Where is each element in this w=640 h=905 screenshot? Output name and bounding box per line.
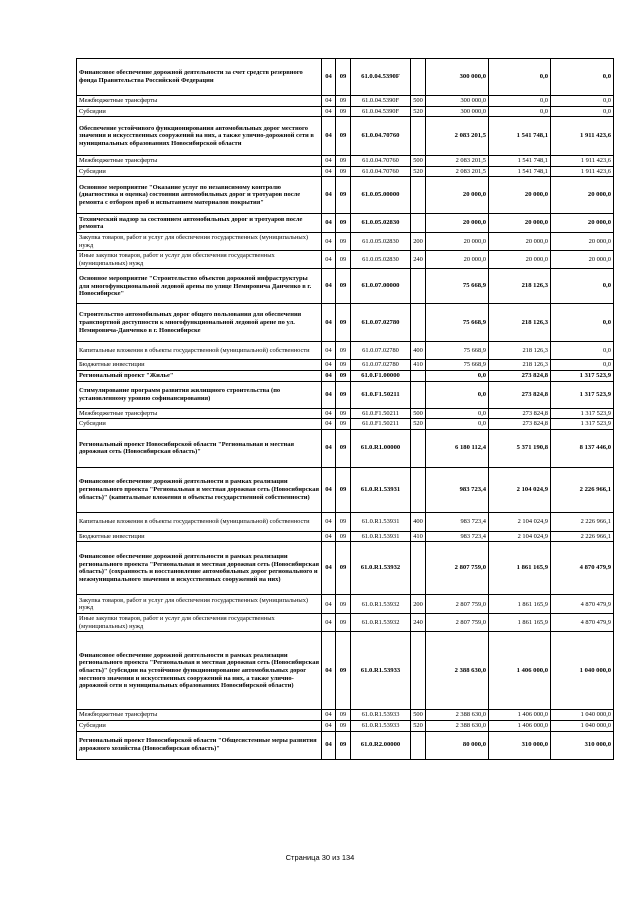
row-name-cell: Межбюджетные трансферты: [77, 408, 322, 419]
row-amount-year1-cell: 2 388 630,0: [426, 720, 489, 731]
row-name-cell: Финансовое обеспечение дорожной деятельности в рамках реализации регионального проекта "Региональная и местная дорожная сеть (Новосибирская область)" (сохранность и восстановление автомобильных дорог регионального и межмуниципального значения и искусственных сооружений на них): [77, 542, 322, 595]
row-subsection-cell: 09: [336, 166, 351, 177]
row-amount-year1-cell: 2 083 201,5: [426, 156, 489, 167]
row-amount-year1-cell: 75 668,9: [426, 304, 489, 342]
row-amount-year2-cell: 0,0: [489, 59, 551, 96]
row-target-article-cell: 61.0.R1.53933: [351, 710, 411, 721]
row-expense-type-cell: [411, 731, 426, 759]
table-row: [77, 117, 614, 156]
row-name-cell: Основное мероприятие "Оказание услуг по независимому контролю (диагностика и оценка) состояния автомобильных дорог и тротуаров после ремонта с отбором проб и испытанием материалов покрытия": [77, 177, 322, 214]
row-section-cell: 04: [322, 269, 336, 304]
table-row: [77, 381, 614, 408]
row-subsection-cell: 09: [336, 595, 351, 614]
table-row: [77, 710, 614, 721]
row-expense-type-cell: [411, 214, 426, 233]
row-amount-year3-cell: 4 870 479,9: [551, 542, 614, 595]
row-expense-type-cell: [411, 304, 426, 342]
row-name-cell: Строительство автомобильных дорог общего пользования для обеспечения транспортной доступности к многофункциональной ледовой арене по ул. Немировича-Данченко в г. Новосибирске: [77, 304, 322, 342]
row-subsection-cell: 09: [336, 512, 351, 531]
row-amount-year1-cell: 2 807 759,0: [426, 614, 489, 632]
row-amount-year2-cell: 218 126,3: [489, 342, 551, 360]
table-row: [77, 512, 614, 531]
row-expense-type-cell: [411, 370, 426, 381]
row-amount-year2-cell: 310 000,0: [489, 731, 551, 759]
row-amount-year1-cell: 20 000,0: [426, 177, 489, 214]
row-amount-year1-cell: 75 668,9: [426, 342, 489, 360]
row-target-article-cell: 61.0.05.02830: [351, 233, 411, 251]
row-section-cell: 04: [322, 214, 336, 233]
row-subsection-cell: 09: [336, 467, 351, 512]
row-expense-type-cell: 410: [411, 360, 426, 371]
row-amount-year1-cell: 20 000,0: [426, 214, 489, 233]
row-name-cell: Финансовое обеспечение дорожной деятельности в рамках реализации регионального проекта "Региональная и местная дорожная сеть (Новосибирская область)" (субсидии на устойчивое функционирование автомобильных дорог местного значения и искусственных сооружений на них, а также улично-дорожной сети в муниципальных образованиях Новосибирской области): [77, 632, 322, 710]
row-name-cell: Капитальные вложения в объекты государственной (муниципальной) собственности: [77, 512, 322, 531]
row-amount-year1-cell: 6 180 112,4: [426, 429, 489, 467]
row-subsection-cell: 09: [336, 251, 351, 269]
row-subsection-cell: 09: [336, 214, 351, 233]
row-amount-year1-cell: 983 723,4: [426, 467, 489, 512]
row-subsection-cell: 09: [336, 96, 351, 107]
row-name-cell: Закупка товаров, работ и услуг для обеспечения государственных (муниципальных) нужд: [77, 233, 322, 251]
row-subsection-cell: 09: [336, 731, 351, 759]
row-target-article-cell: 61.0.R1.53932: [351, 595, 411, 614]
row-amount-year3-cell: 1 317 523,9: [551, 370, 614, 381]
row-name-cell: Субсидии: [77, 419, 322, 430]
row-target-article-cell: 61.0.05.02830: [351, 214, 411, 233]
row-section-cell: 04: [322, 467, 336, 512]
row-section-cell: 04: [322, 117, 336, 156]
row-subsection-cell: 09: [336, 531, 351, 542]
row-amount-year1-cell: 20 000,0: [426, 233, 489, 251]
row-section-cell: 04: [322, 59, 336, 96]
row-amount-year2-cell: 0,0: [489, 106, 551, 117]
row-subsection-cell: 09: [336, 177, 351, 214]
row-subsection-cell: 09: [336, 408, 351, 419]
row-amount-year2-cell: 20 000,0: [489, 251, 551, 269]
table-row: [77, 408, 614, 419]
table-row: [77, 96, 614, 107]
row-name-cell: Региональный проект Новосибирской области "Общесистемные меры развития дорожного хозяйства (Новосибирская область)": [77, 731, 322, 759]
row-expense-type-cell: 240: [411, 251, 426, 269]
row-amount-year2-cell: 2 104 024,9: [489, 512, 551, 531]
row-expense-type-cell: 200: [411, 233, 426, 251]
table-row: [77, 166, 614, 177]
row-amount-year3-cell: 0,0: [551, 304, 614, 342]
table-row: [77, 429, 614, 467]
row-section-cell: 04: [322, 106, 336, 117]
row-expense-type-cell: 500: [411, 408, 426, 419]
row-amount-year2-cell: 1 861 165,9: [489, 614, 551, 632]
row-expense-type-cell: 520: [411, 419, 426, 430]
row-subsection-cell: 09: [336, 632, 351, 710]
table-row: [77, 632, 614, 710]
row-name-cell: Субсидии: [77, 720, 322, 731]
row-amount-year1-cell: 300 000,0: [426, 96, 489, 107]
row-section-cell: 04: [322, 156, 336, 167]
row-expense-type-cell: [411, 59, 426, 96]
row-target-article-cell: 61.0.07.00000: [351, 269, 411, 304]
row-subsection-cell: 09: [336, 269, 351, 304]
row-target-article-cell: 61.0.04.5390F: [351, 106, 411, 117]
row-amount-year1-cell: 2 388 630,0: [426, 632, 489, 710]
row-amount-year1-cell: 80 000,0: [426, 731, 489, 759]
row-amount-year3-cell: 1 040 000,0: [551, 720, 614, 731]
row-subsection-cell: 09: [336, 429, 351, 467]
row-target-article-cell: 61.0.R1.53933: [351, 720, 411, 731]
row-target-article-cell: 61.0.04.70760: [351, 156, 411, 167]
table-row: [77, 251, 614, 269]
row-target-article-cell: 61.0.07.02780: [351, 304, 411, 342]
row-amount-year3-cell: 0,0: [551, 360, 614, 371]
row-amount-year2-cell: 1 541 748,1: [489, 156, 551, 167]
row-amount-year2-cell: 20 000,0: [489, 233, 551, 251]
row-amount-year3-cell: 20 000,0: [551, 214, 614, 233]
row-amount-year2-cell: 273 824,8: [489, 408, 551, 419]
row-amount-year3-cell: 20 000,0: [551, 251, 614, 269]
page-number: Страница 30 из 134: [285, 853, 355, 862]
row-amount-year3-cell: 1 317 523,9: [551, 408, 614, 419]
row-amount-year3-cell: 1 911 423,6: [551, 156, 614, 167]
row-expense-type-cell: [411, 542, 426, 595]
row-amount-year2-cell: 273 824,8: [489, 381, 551, 408]
row-amount-year2-cell: 20 000,0: [489, 214, 551, 233]
row-amount-year2-cell: 1 406 000,0: [489, 710, 551, 721]
row-expense-type-cell: [411, 467, 426, 512]
row-name-cell: Субсидии: [77, 166, 322, 177]
row-expense-type-cell: 200: [411, 595, 426, 614]
row-amount-year2-cell: 1 861 165,9: [489, 595, 551, 614]
row-section-cell: 04: [322, 177, 336, 214]
row-name-cell: Иные закупки товаров, работ и услуг для обеспечения государственных (муниципальных) нужд: [77, 614, 322, 632]
table-row: [77, 731, 614, 759]
row-expense-type-cell: 400: [411, 512, 426, 531]
row-amount-year3-cell: 0,0: [551, 269, 614, 304]
row-amount-year3-cell: 4 870 479,9: [551, 595, 614, 614]
row-amount-year2-cell: 1 406 000,0: [489, 632, 551, 710]
row-target-article-cell: 61.0.04.5390F: [351, 59, 411, 96]
row-amount-year3-cell: 1 040 000,0: [551, 710, 614, 721]
row-name-cell: Технический надзор за состоянием автомобильных дорог и тротуаров после ремонта: [77, 214, 322, 233]
row-amount-year1-cell: 983 723,4: [426, 531, 489, 542]
row-target-article-cell: 61.0.F1.50211: [351, 419, 411, 430]
row-target-article-cell: 61.0.04.5390F: [351, 96, 411, 107]
row-name-cell: Бюджетные инвестиции: [77, 531, 322, 542]
row-subsection-cell: 09: [336, 370, 351, 381]
row-amount-year3-cell: 0,0: [551, 59, 614, 96]
row-amount-year1-cell: 2 807 759,0: [426, 595, 489, 614]
row-amount-year2-cell: 1 541 748,1: [489, 117, 551, 156]
row-target-article-cell: 61.0.R1.53931: [351, 512, 411, 531]
row-section-cell: 04: [322, 419, 336, 430]
row-subsection-cell: 09: [336, 614, 351, 632]
table-row: [77, 59, 614, 96]
row-target-article-cell: 61.0.05.00000: [351, 177, 411, 214]
row-amount-year1-cell: 75 668,9: [426, 360, 489, 371]
row-name-cell: Региональный проект Новосибирской области "Региональная и местная дорожная сеть (Новосибирская область)": [77, 429, 322, 467]
row-target-article-cell: 61.0.F1.50211: [351, 408, 411, 419]
row-name-cell: Иные закупки товаров, работ и услуг для обеспечения государственных (муниципальных) нужд: [77, 251, 322, 269]
row-amount-year3-cell: 1 317 523,9: [551, 381, 614, 408]
row-expense-type-cell: [411, 177, 426, 214]
row-target-article-cell: 61.0.R1.00000: [351, 429, 411, 467]
row-section-cell: 04: [322, 96, 336, 107]
row-amount-year1-cell: 0,0: [426, 370, 489, 381]
row-subsection-cell: 09: [336, 233, 351, 251]
row-target-article-cell: 61.0.05.02830: [351, 251, 411, 269]
row-amount-year3-cell: 1 317 523,9: [551, 419, 614, 430]
row-name-cell: Межбюджетные трансферты: [77, 710, 322, 721]
row-amount-year2-cell: 273 824,8: [489, 419, 551, 430]
row-amount-year3-cell: 1 911 423,6: [551, 166, 614, 177]
table-row: [77, 156, 614, 167]
row-expense-type-cell: 520: [411, 166, 426, 177]
row-amount-year3-cell: 0,0: [551, 96, 614, 107]
row-section-cell: 04: [322, 304, 336, 342]
row-name-cell: Капитальные вложения в объекты государственной (муниципальной) собственности: [77, 342, 322, 360]
row-section-cell: 04: [322, 342, 336, 360]
row-amount-year3-cell: 20 000,0: [551, 233, 614, 251]
table-row: [77, 720, 614, 731]
row-amount-year1-cell: 20 000,0: [426, 251, 489, 269]
row-amount-year1-cell: 2 083 201,5: [426, 166, 489, 177]
row-subsection-cell: 09: [336, 106, 351, 117]
row-amount-year2-cell: 1 861 165,9: [489, 542, 551, 595]
row-amount-year2-cell: 20 000,0: [489, 177, 551, 214]
row-target-article-cell: 61.0.R2.00000: [351, 731, 411, 759]
row-amount-year1-cell: 0,0: [426, 419, 489, 430]
row-subsection-cell: 09: [336, 156, 351, 167]
table-row: [77, 360, 614, 371]
row-target-article-cell: 61.0.07.02780: [351, 360, 411, 371]
row-expense-type-cell: 500: [411, 156, 426, 167]
row-subsection-cell: 09: [336, 381, 351, 408]
row-section-cell: 04: [322, 512, 336, 531]
table-row: [77, 614, 614, 632]
row-amount-year3-cell: 8 137 446,0: [551, 429, 614, 467]
row-name-cell: Межбюджетные трансферты: [77, 96, 322, 107]
row-amount-year3-cell: 4 870 479,9: [551, 614, 614, 632]
document-page: [76, 58, 613, 760]
row-section-cell: 04: [322, 233, 336, 251]
row-expense-type-cell: [411, 117, 426, 156]
row-target-article-cell: 61.0.R1.53932: [351, 614, 411, 632]
table-row: [77, 419, 614, 430]
row-name-cell: Финансовое обеспечение дорожной деятельности за счет средств резервного фонда Правительства Российской Федерации: [77, 59, 322, 96]
row-name-cell: Региональный проект "Жилье": [77, 370, 322, 381]
row-section-cell: 04: [322, 731, 336, 759]
row-amount-year3-cell: 1 911 423,6: [551, 117, 614, 156]
row-section-cell: 04: [322, 360, 336, 371]
row-section-cell: 04: [322, 595, 336, 614]
row-subsection-cell: 09: [336, 304, 351, 342]
row-name-cell: Субсидии: [77, 106, 322, 117]
table-row: [77, 269, 614, 304]
row-target-article-cell: 61.0.04.70760: [351, 166, 411, 177]
row-name-cell: Финансовое обеспечение дорожной деятельности в рамках реализации регионального проекта "Региональная и местная дорожная сеть (Новосибирская область)" (капитальные вложения в объекты государственной собственности): [77, 467, 322, 512]
row-name-cell: Основное мероприятие "Строительство объектов дорожной инфраструктуры для многофункциональной ледовой арены по улице Немировича Данченко в г. Новосибирске": [77, 269, 322, 304]
row-amount-year2-cell: 1 541 748,1: [489, 166, 551, 177]
row-subsection-cell: 09: [336, 710, 351, 721]
row-expense-type-cell: 500: [411, 96, 426, 107]
row-expense-type-cell: [411, 429, 426, 467]
row-subsection-cell: 09: [336, 720, 351, 731]
row-section-cell: 04: [322, 531, 336, 542]
row-section-cell: 04: [322, 408, 336, 419]
row-expense-type-cell: 410: [411, 531, 426, 542]
row-amount-year2-cell: 0,0: [489, 96, 551, 107]
table-row: [77, 177, 614, 214]
row-target-article-cell: 61.0.R1.53931: [351, 467, 411, 512]
row-amount-year3-cell: 2 226 966,1: [551, 467, 614, 512]
row-amount-year2-cell: 5 371 190,8: [489, 429, 551, 467]
row-target-article-cell: 61.0.R1.53932: [351, 542, 411, 595]
table-row: [77, 106, 614, 117]
row-target-article-cell: 61.0.R1.53933: [351, 632, 411, 710]
row-amount-year2-cell: 218 126,3: [489, 269, 551, 304]
row-section-cell: 04: [322, 710, 336, 721]
row-target-article-cell: 61.0.F1.50211: [351, 381, 411, 408]
row-amount-year1-cell: 75 668,9: [426, 269, 489, 304]
row-section-cell: 04: [322, 166, 336, 177]
table-row: [77, 467, 614, 512]
row-amount-year1-cell: 2 083 201,5: [426, 117, 489, 156]
row-name-cell: Закупка товаров, работ и услуг для обеспечения государственных (муниципальных) нужд: [77, 595, 322, 614]
row-expense-type-cell: 520: [411, 720, 426, 731]
table-row: [77, 304, 614, 342]
table-row: [77, 233, 614, 251]
row-name-cell: Бюджетные инвестиции: [77, 360, 322, 371]
budget-table-body: [77, 59, 614, 760]
row-subsection-cell: 09: [336, 360, 351, 371]
row-expense-type-cell: [411, 632, 426, 710]
row-expense-type-cell: 500: [411, 710, 426, 721]
row-amount-year1-cell: 2 388 630,0: [426, 710, 489, 721]
row-amount-year2-cell: 1 406 000,0: [489, 720, 551, 731]
row-expense-type-cell: 400: [411, 342, 426, 360]
table-row: [77, 214, 614, 233]
row-amount-year3-cell: 2 226 966,1: [551, 531, 614, 542]
row-amount-year2-cell: 2 104 024,9: [489, 467, 551, 512]
row-amount-year1-cell: 2 807 759,0: [426, 542, 489, 595]
row-name-cell: Межбюджетные трансферты: [77, 156, 322, 167]
row-section-cell: 04: [322, 251, 336, 269]
row-target-article-cell: 61.0.F1.00000: [351, 370, 411, 381]
row-section-cell: 04: [322, 542, 336, 595]
table-row: [77, 595, 614, 614]
table-row: [77, 342, 614, 360]
row-amount-year1-cell: 0,0: [426, 381, 489, 408]
row-amount-year1-cell: 983 723,4: [426, 512, 489, 531]
row-section-cell: 04: [322, 720, 336, 731]
row-expense-type-cell: [411, 381, 426, 408]
row-amount-year3-cell: 2 226 966,1: [551, 512, 614, 531]
row-section-cell: 04: [322, 429, 336, 467]
row-amount-year1-cell: 300 000,0: [426, 106, 489, 117]
row-name-cell: Стимулирование программ развития жилищного строительства (по установленному уровню софинансирования): [77, 381, 322, 408]
row-subsection-cell: 09: [336, 342, 351, 360]
table-row: [77, 531, 614, 542]
table-row: [77, 542, 614, 595]
row-amount-year3-cell: 0,0: [551, 342, 614, 360]
table-row: [77, 370, 614, 381]
row-amount-year3-cell: 20 000,0: [551, 177, 614, 214]
budget-table: [76, 58, 614, 760]
row-section-cell: 04: [322, 632, 336, 710]
row-amount-year2-cell: 273 824,8: [489, 370, 551, 381]
row-amount-year1-cell: 300 000,0: [426, 59, 489, 96]
row-section-cell: 04: [322, 381, 336, 408]
row-target-article-cell: 61.0.R1.53931: [351, 531, 411, 542]
row-subsection-cell: 09: [336, 419, 351, 430]
row-section-cell: 04: [322, 370, 336, 381]
row-target-article-cell: 61.0.04.70760: [351, 117, 411, 156]
row-amount-year1-cell: 0,0: [426, 408, 489, 419]
row-expense-type-cell: 240: [411, 614, 426, 632]
row-subsection-cell: 09: [336, 59, 351, 96]
row-amount-year3-cell: 0,0: [551, 106, 614, 117]
row-amount-year2-cell: 218 126,3: [489, 360, 551, 371]
row-name-cell: Обеспечение устойчивого функционирования автомобильных дорог местного значения и искусственных сооружений на них, а также улично-дорожной сети в муниципальных образованиях Новосибирской области: [77, 117, 322, 156]
row-amount-year3-cell: 1 040 000,0: [551, 632, 614, 710]
row-amount-year3-cell: 310 000,0: [551, 731, 614, 759]
row-amount-year2-cell: 218 126,3: [489, 304, 551, 342]
row-amount-year2-cell: 2 104 024,9: [489, 531, 551, 542]
row-subsection-cell: 09: [336, 117, 351, 156]
row-subsection-cell: 09: [336, 542, 351, 595]
row-target-article-cell: 61.0.07.02780: [351, 342, 411, 360]
row-section-cell: 04: [322, 614, 336, 632]
row-expense-type-cell: 520: [411, 106, 426, 117]
row-expense-type-cell: [411, 269, 426, 304]
